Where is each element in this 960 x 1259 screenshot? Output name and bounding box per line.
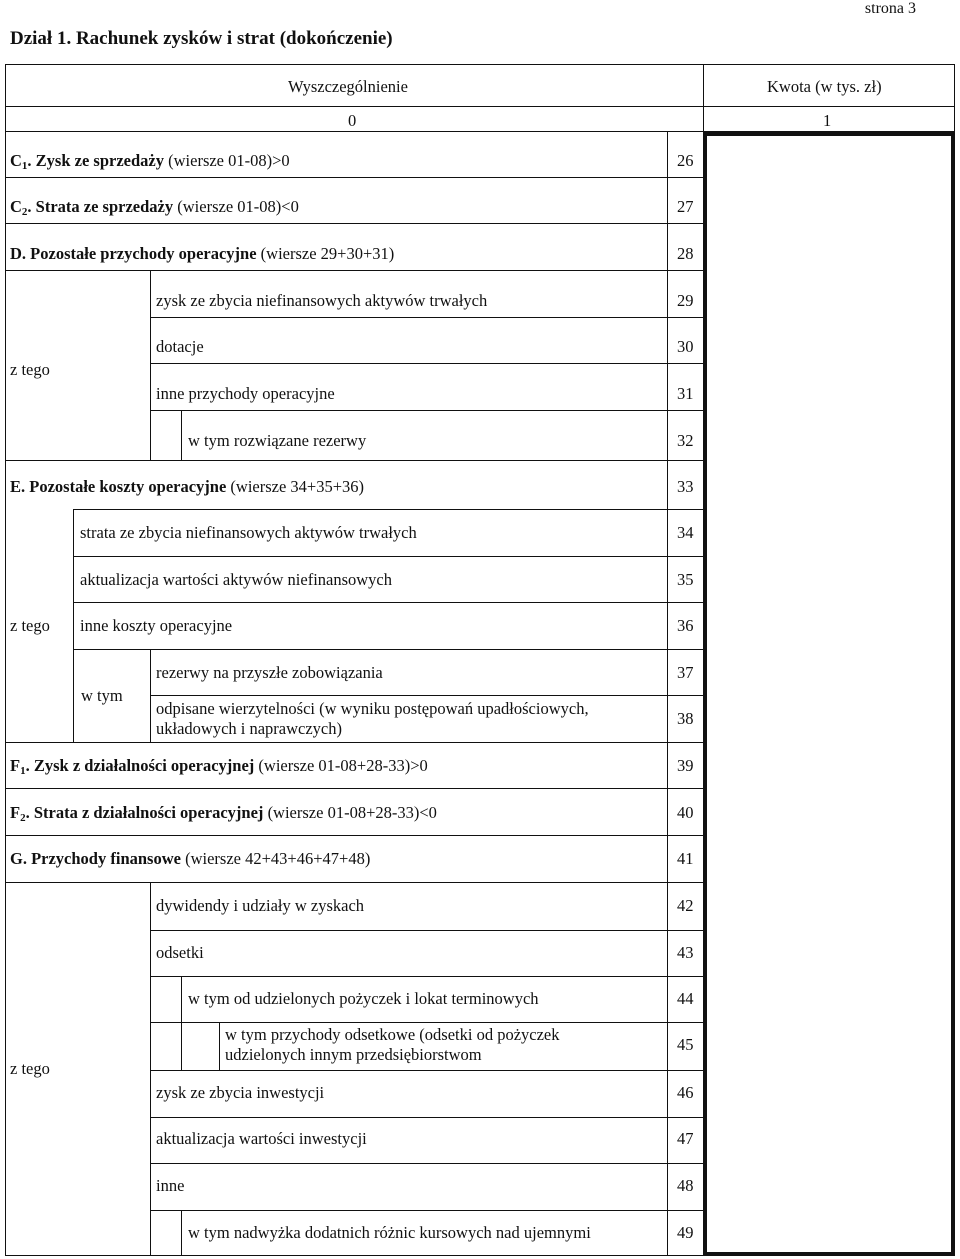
row-42-number: 42 <box>677 896 694 915</box>
row-33-number: 33 <box>677 477 694 496</box>
row-45-number: 45 <box>677 1035 694 1054</box>
row-46-number: 46 <box>677 1083 694 1102</box>
row-39-label: $F_1$. Zysk z działalności operacyjnej (wiersze 01-08+28-33)>0 <box>10 756 428 777</box>
column-header-description: Wyszczególnienie <box>288 77 408 96</box>
group-label-z-tego: z tego <box>10 360 50 379</box>
row-44-label: w tym od udzielonych pożyczek i lokat terminowych <box>188 989 539 1008</box>
row-35-label: aktualizacja wartości aktywów niefinansowych <box>80 570 393 589</box>
row-30-number: 30 <box>677 337 694 356</box>
row-26-number: 26 <box>677 151 694 170</box>
row-37-number: 37 <box>677 663 694 682</box>
page-number: strona 3 <box>864 0 916 17</box>
row-40-label: $F_2$. Strata z działalności operacyjnej (wiersze 01-08+28-33)<0 <box>10 803 437 824</box>
row-31-number: 31 <box>677 384 694 403</box>
row-28-label: D. Pozostałe przychody operacyjne (wiersze 29+30+31) <box>10 244 395 263</box>
row-49-number: 49 <box>677 1223 694 1242</box>
row-32-label: w tym rozwiązane rezerwy <box>188 431 367 450</box>
row-46-label: zysk ze zbycia inwestycji <box>156 1083 325 1102</box>
row-41-number: 41 <box>677 849 694 868</box>
row-26-label: $C_1$. Zysk ze sprzedaży (wiersze 01-08)>0 <box>10 151 290 172</box>
row-48-number: 48 <box>677 1176 694 1195</box>
column-index-amount: 1 <box>823 111 832 130</box>
row-38-label: odpisane wierzytelności (w wyniku postępowań upadłościowych, układowych i naprawczych) <box>156 699 589 738</box>
row-47-number: 47 <box>677 1129 694 1148</box>
group-label-z-tego: z tego <box>10 616 50 635</box>
row-47-label: aktualizacja wartości inwestycji <box>156 1129 367 1148</box>
row-44-number: 44 <box>677 989 694 1008</box>
row-29-label: zysk ze zbycia niefinansowych aktywów trwałych <box>156 291 488 310</box>
row-41-label: G. Przychody finansowe (wiersze 42+43+46+47+48) <box>10 849 371 868</box>
row-29-number: 29 <box>677 291 694 310</box>
column-header-amount: Kwota (w tys. zł) <box>767 77 882 96</box>
row-34-number: 34 <box>677 523 694 542</box>
row-43-number: 43 <box>677 943 694 962</box>
row-32-number: 32 <box>677 431 694 450</box>
row-27-number: 27 <box>677 197 694 216</box>
amount-column-fields[interactable] <box>707 136 951 1252</box>
row-38-number: 38 <box>677 709 694 728</box>
row-48-label: inne <box>156 1176 185 1195</box>
row-45-label: w tym przychody odsetkowe (odsetki od pożyczek udzielonych innym przedsiębiorstwom <box>225 1025 560 1064</box>
row-37-label: rezerwy na przyszłe zobowiązania <box>156 663 383 682</box>
row-49-label: w tym nadwyżka dodatnich różnic kursowych nad ujemnymi <box>188 1223 591 1242</box>
row-36-number: 36 <box>677 616 694 635</box>
income-statement-table <box>5 64 955 1256</box>
group-label-z-tego: z tego <box>10 1059 50 1078</box>
row-31-label: inne przychody operacyjne <box>156 384 335 403</box>
group-label-w-tym: w tym <box>81 686 123 705</box>
column-index-description: 0 <box>348 111 357 130</box>
section-title: Dział 1. Rachunek zysków i strat (dokończenie) <box>10 28 393 49</box>
row-27-label: $C_2$. Strata ze sprzedaży (wiersze 01-08)<0 <box>10 197 299 218</box>
row-40-number: 40 <box>677 803 694 822</box>
row-34-label: strata ze zbycia niefinansowych aktywów trwałych <box>80 523 417 542</box>
row-30-label: dotacje <box>156 337 204 356</box>
row-28-number: 28 <box>677 244 694 263</box>
row-35-number: 35 <box>677 570 694 589</box>
row-36-label: inne koszty operacyjne <box>80 616 233 635</box>
row-39-number: 39 <box>677 756 694 775</box>
row-42-label: dywidendy i udziały w zyskach <box>156 896 365 915</box>
row-33-label: E. Pozostałe koszty operacyjne (wiersze 34+35+36) <box>10 477 365 496</box>
row-43-label: odsetki <box>156 943 204 962</box>
